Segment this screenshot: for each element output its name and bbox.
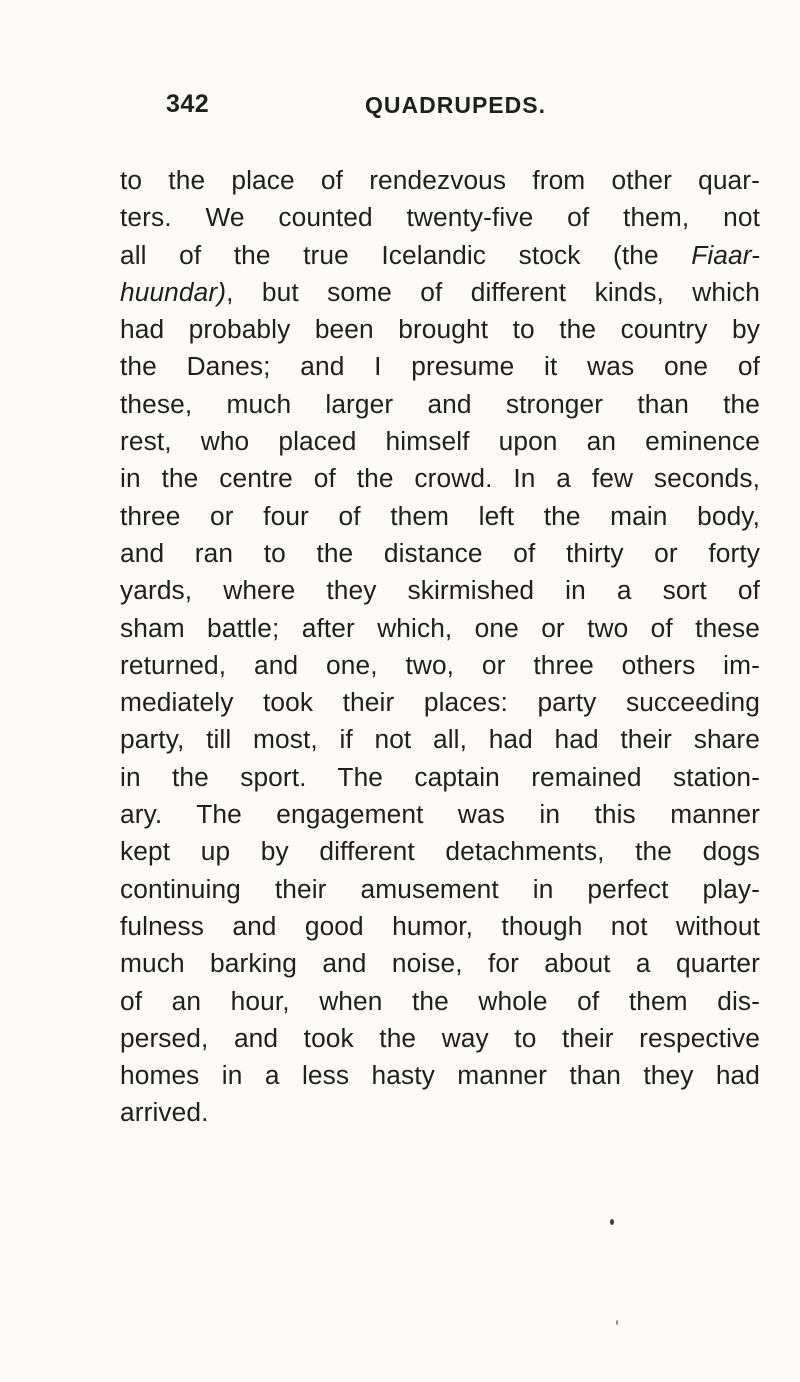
text-line: in the centre of the crowd. In a few seconds, — [120, 463, 760, 494]
text-line — [120, 274, 760, 311]
text-line: homes in a less hasty manner than they had — [120, 1060, 760, 1091]
text-line: sham battle; after which, one or two of these — [120, 612, 760, 643]
text-line — [120, 237, 760, 274]
italic-term: huundar) — [120, 276, 227, 307]
text-line: yards, where they skirmished in a sort of — [120, 575, 760, 606]
text-line: arrived. — [120, 1097, 209, 1128]
page-header — [166, 90, 746, 130]
text-line: to the place of rendezvous from other quar- — [120, 165, 760, 195]
text-line: kept up by different detachments, the dogs — [120, 836, 760, 867]
text-line: party, till most, if not all, had had their share — [120, 724, 760, 755]
text-line-part: all of the true Icelandic stock (the — [120, 239, 659, 270]
body-text — [120, 162, 760, 1132]
text-line: rest, who placed himself upon an eminence — [120, 426, 760, 457]
text-line: persed, and took the way to their respective — [120, 1022, 760, 1053]
text-line: in the sport. The captain remained station- — [120, 761, 760, 792]
text-line: the Danes; and I presume it was one of — [120, 351, 760, 382]
text-line: returned, and one, two, or three others im- — [120, 649, 760, 680]
ink-speck — [616, 1320, 618, 1325]
text-line: and ran to the distance of thirty or forty — [120, 537, 760, 568]
ink-speck — [610, 1219, 614, 1225]
text-line: three or four of them left the main body, — [120, 500, 760, 531]
text-line: mediately took their places: party succeeding — [120, 687, 760, 718]
text-line-part: , but some of different kinds, which — [226, 276, 760, 307]
italic-term: Fiaar- — [691, 239, 760, 270]
page-number: 342 — [166, 90, 210, 118]
text-line: of an hour, when the whole of them dis- — [120, 985, 760, 1016]
text-line: continuing their amusement in perfect play- — [120, 873, 760, 904]
text-line: ary. The engagement was in this manner — [120, 799, 760, 830]
text-line: ters. We counted twenty-five of them, not — [120, 202, 760, 233]
text-line: these, much larger and stronger than the — [120, 388, 760, 419]
running-head: QUADRUPEDS. — [365, 92, 546, 118]
text-line: much barking and noise, for about a quarter — [120, 948, 760, 979]
text-line: had probably been brought to the country by — [120, 314, 760, 345]
text-line: fulness and good humor, though not without — [120, 910, 760, 941]
